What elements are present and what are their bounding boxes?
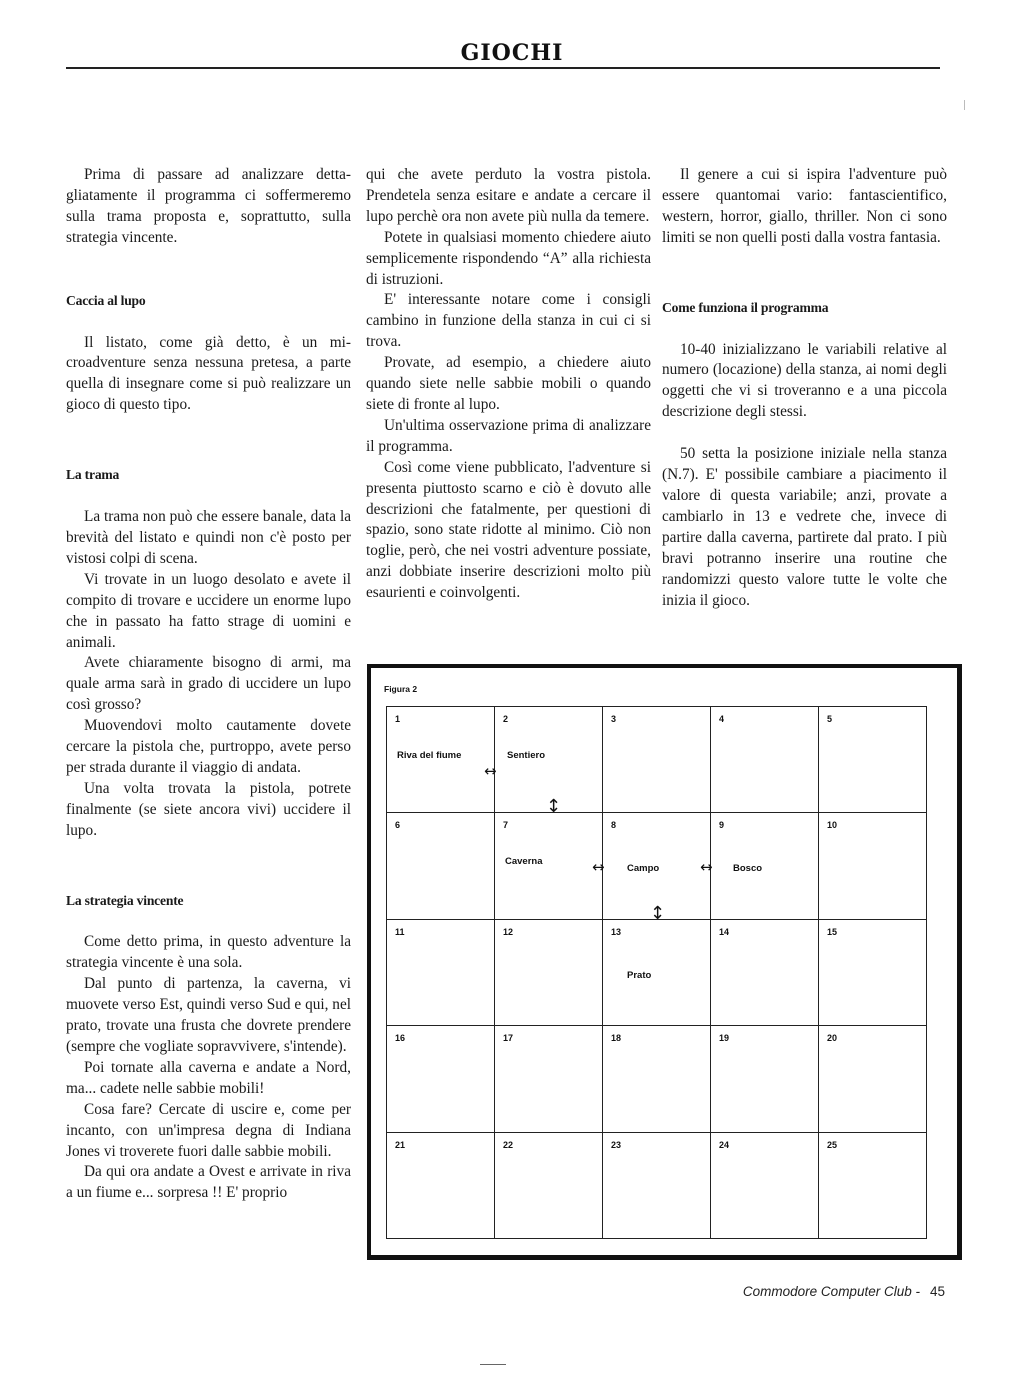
heading-la-strategia-vincente: La strategia vincente bbox=[66, 892, 184, 908]
room-name: Prato bbox=[627, 969, 652, 981]
room-number: 1 bbox=[395, 714, 401, 724]
paragraph: Il listato, come già detto, è un microadventure senza nessuna pretesa, a parte quella di insegnare come si può realizzare un gioco di questo tipo. bbox=[66, 333, 351, 414]
paragraph: E' interessante notare come i consigli cambino in funzione della stanza in cui ci si trova. bbox=[366, 291, 651, 351]
paragraph: Potete in qualsiasi momento chiedere aiuto semplicemente rispondendo “A” alla richiesta di istruzioni. bbox=[366, 228, 651, 288]
room-number: 21 bbox=[395, 1139, 406, 1150]
room-cell bbox=[711, 707, 819, 813]
room-number: 25 bbox=[827, 1139, 838, 1150]
room-number: 15 bbox=[827, 926, 838, 937]
room-cell bbox=[711, 1026, 819, 1132]
vertical-arrow-icon: ↕ bbox=[650, 902, 666, 924]
section-title: GIOCHI bbox=[460, 40, 564, 66]
room-cell bbox=[819, 1026, 927, 1132]
paragraph: Una volta trovata la pistola, potrete finalmente (se siete ancora vivi) uccidere il lupo. bbox=[66, 779, 351, 839]
room-number: 4 bbox=[719, 714, 725, 724]
figure-caption: Figura 2 bbox=[384, 684, 418, 694]
room-cell bbox=[495, 1133, 603, 1239]
room-cell bbox=[819, 707, 927, 813]
room-number: 22 bbox=[503, 1139, 514, 1150]
room-cell bbox=[603, 707, 711, 813]
room-cell bbox=[819, 920, 927, 1026]
room-cell bbox=[387, 1133, 495, 1239]
paragraph: Cosa fare? Cercate di uscire e, come per incanto, con un'impresa degna di Indiana Jones vi troverete fuori dalle sabbie mobili. bbox=[66, 1100, 351, 1160]
vertical-arrow-icon: ↕ bbox=[546, 796, 562, 818]
room-number: 6 bbox=[395, 820, 401, 831]
room-number: 12 bbox=[503, 926, 514, 937]
paragraph: Il genere a cui si ispira l'adventure può essere quantomai vario: fantascientifico, western, horror, giallo, thriller. Non ci sono limiti se non quelli posti dalla vostra fantasia. bbox=[662, 166, 947, 246]
scan-speck bbox=[480, 1364, 506, 1365]
room-cell bbox=[711, 813, 819, 919]
room-name: Caverna bbox=[505, 856, 543, 868]
paragraph: Da qui ora andate a Ovest e arrivate in riva a un fiume e... sorpresa !! E' proprio bbox=[66, 1163, 351, 1202]
column-1 bbox=[66, 165, 351, 1204]
paragraph: La trama non può che essere banale, data la brevità del listato e quindi non c'è posto per vistosi colpi di scena. bbox=[66, 508, 351, 567]
paragraph: 50 setta la posizione iniziale nella stanza (N.7). E' possibile cambiare a piacimento il valore di questa variabile; anzi, provate a cambiarlo in 13 e vedrete che, invece di partire dalla caverna, partirete dal prato. I più bravi potranno inserire una routine che randomizzi questo valore tutte le volte che inizia il gioco. bbox=[662, 445, 947, 609]
header-rule bbox=[66, 67, 940, 69]
room-cell bbox=[387, 707, 495, 813]
room-number: 16 bbox=[395, 1033, 406, 1044]
room-number: 11 bbox=[395, 926, 405, 937]
room-number: 7 bbox=[503, 820, 509, 831]
room-number: 20 bbox=[827, 1033, 838, 1044]
page-number: 45 bbox=[929, 1284, 945, 1299]
room-number: 23 bbox=[611, 1139, 622, 1150]
room-number: 2 bbox=[503, 714, 509, 724]
room-cell bbox=[819, 1133, 927, 1239]
publication-name: Commodore Computer Club - bbox=[742, 1284, 920, 1299]
horizontal-arrow-icon: ↔ bbox=[592, 858, 605, 877]
heading-caccia-al-lupo: Caccia al lupo bbox=[66, 292, 146, 308]
heading-come-funziona: Come funziona il programma bbox=[662, 299, 829, 315]
room-number: 13 bbox=[611, 926, 622, 937]
room-cell bbox=[603, 920, 711, 1026]
page-footer bbox=[700, 1284, 945, 1299]
room-number: 17 bbox=[503, 1033, 514, 1044]
column-2 bbox=[366, 165, 651, 604]
room-cell bbox=[387, 813, 495, 919]
room-cell bbox=[711, 920, 819, 1026]
room-name: Campo bbox=[627, 863, 660, 875]
paragraph: Provate, ad esempio, a chiedere aiuto quando siete nelle sabbie mobili o quando siete di fronte al lupo. bbox=[366, 354, 651, 413]
paragraph: Muovendovi molto cautamente dovete cercare la pistola che, purtroppo, avete perso per strada durante il viaggio di andata. bbox=[66, 717, 351, 776]
paragraph: Vi trovate in un luogo desolato e avete il compito di trovare e uccidere un enorme lupo che in passato ha fatto strage di uomini e animali. bbox=[66, 570, 351, 651]
room-name: Bosco bbox=[733, 863, 763, 875]
room-number: 5 bbox=[827, 714, 833, 724]
room-name: Riva del fiume bbox=[397, 750, 462, 761]
paragraph: Un'ultima osservazione prima di analizzare il programma. bbox=[366, 416, 651, 455]
room-cell bbox=[495, 813, 603, 919]
paragraph: Così come viene pubblicato, l'adventure si presenta piuttosto scarno e ciò è dovuto alle descrizioni che fatalmente, per questioni di spazio, sono state ridotte al minimo. Ciò non toglie, però, che nei vostri adventure possiate, anzi dobbiate inserire descrizioni molto più esaurienti e coinvolgenti. bbox=[366, 458, 651, 602]
paragraph: qui che avete perduto la vostra pistola. Prendetela senza esitare e andate a cercare il lupo perchè ora non avete più nulla da temere. bbox=[366, 166, 651, 225]
horizontal-arrow-icon: ↔ bbox=[484, 762, 497, 780]
room-cell bbox=[603, 1026, 711, 1132]
paragraph: Dal punto di partenza, la caverna, vi muovete verso Est, quindi verso Sud e qui, nel prato, trovate una frusta che dovrete prendere (sempre che vogliate sopravvivere, s'intende). bbox=[66, 975, 351, 1055]
room-number: 10 bbox=[827, 820, 838, 831]
paragraph: Avete chiaramente bisogno di armi, ma quale arma sarà in grado di uccidere un lupo così grosso? bbox=[66, 654, 351, 714]
room-number: 14 bbox=[719, 926, 730, 937]
heading-la-trama: La trama bbox=[66, 467, 120, 483]
room-number: 9 bbox=[719, 820, 725, 831]
room-cell bbox=[495, 920, 603, 1026]
paragraph: Come detto prima, in questo adventure la strategia vincente è una sola. bbox=[66, 933, 351, 972]
room-number: 19 bbox=[719, 1033, 730, 1044]
scan-speck bbox=[964, 100, 965, 110]
room-map-grid bbox=[386, 706, 927, 1239]
room-number: 3 bbox=[611, 714, 617, 724]
room-name: Sentiero bbox=[507, 750, 546, 761]
column-3 bbox=[662, 165, 947, 611]
room-cell bbox=[603, 1133, 711, 1239]
room-cell bbox=[711, 1133, 819, 1239]
room-number: 8 bbox=[611, 820, 617, 831]
intro-paragraph: Prima di passare ad analizzare dettagliatamente il programma ci soffermeremo sulla trama proposta e, soprattutto, sulla strategia vincente. bbox=[66, 166, 351, 246]
paragraph: 10-40 inizializzano le variabili relative al numero (locazione) della stanza, ai nomi degli oggetti che vi si troveranno e a una piccola descrizione degli stessi. bbox=[662, 340, 947, 421]
room-number: 18 bbox=[611, 1033, 622, 1044]
room-cell bbox=[387, 920, 495, 1026]
room-number: 24 bbox=[719, 1139, 730, 1150]
room-cell bbox=[819, 813, 927, 919]
room-cell bbox=[495, 1026, 603, 1132]
paragraph: Poi tornate alla caverna e andate a Nord, ma... cadete nelle sabbie mobili! bbox=[66, 1058, 351, 1097]
room-cell bbox=[387, 1026, 495, 1132]
horizontal-arrow-icon: ↔ bbox=[700, 858, 713, 877]
